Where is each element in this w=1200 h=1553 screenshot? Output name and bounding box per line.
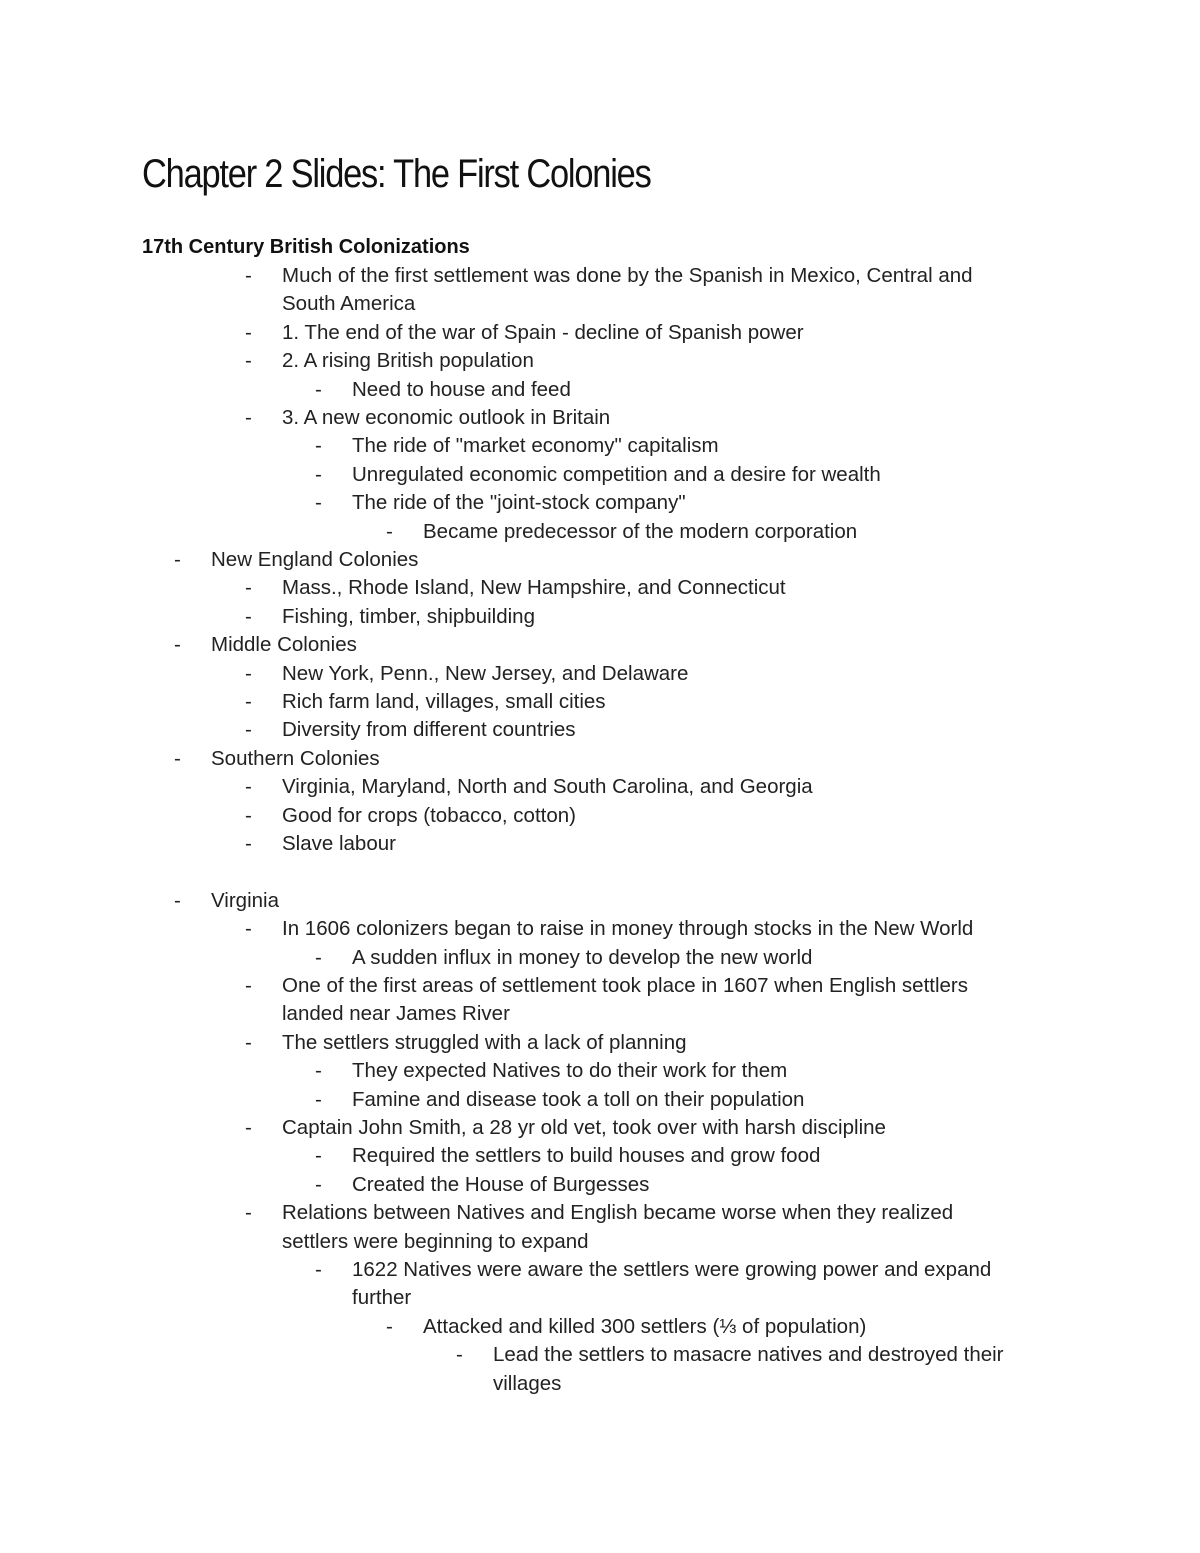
bullet-dash: -: [245, 1116, 252, 1139]
bullet-dash: -: [245, 718, 252, 742]
section-heading: 17th Century British Colonizations: [142, 236, 470, 258]
list-item: 1622 Natives were aware the settlers were growing power and expand: [352, 1258, 992, 1281]
bullet-dash: -: [315, 1144, 322, 1168]
bullet-dash: -: [245, 576, 252, 600]
list-item: Southern Colonies: [211, 746, 380, 770]
list-item: Good for crops (tobacco, cotton): [282, 803, 576, 827]
list-item: The ride of the "joint-stock company": [352, 491, 686, 515]
bullet-dash: -: [245, 917, 252, 941]
bullet-dash: -: [245, 320, 252, 344]
list-item-continuation: villages: [493, 1371, 562, 1395]
list-item: Lead the settlers to masacre natives and destroyed their: [493, 1343, 1004, 1367]
bullet-dash: -: [386, 519, 393, 543]
bullet-dash: -: [245, 349, 252, 373]
bullet-dash: -: [245, 604, 252, 628]
list-item-continuation: further: [352, 1286, 412, 1310]
bullet-dash: -: [174, 548, 181, 571]
list-item: Attacked and killed 300 settlers (⅓ of population): [423, 1314, 867, 1338]
list-item: Created the House of Burgesses: [352, 1172, 650, 1196]
bullet-dash: -: [315, 491, 322, 515]
list-item: Rich farm land, villages, small cities: [282, 690, 606, 713]
list-item: Need to house and feed: [352, 377, 571, 401]
bullet-dash: -: [315, 434, 322, 458]
bullet-dash: -: [245, 1030, 252, 1054]
bullet-dash: -: [315, 1087, 322, 1111]
list-item-continuation: South America: [282, 292, 416, 316]
list-item: Diversity from different countries: [282, 718, 576, 742]
bullet-dash: -: [245, 974, 252, 997]
list-item: Virginia, Maryland, North and South Carolina, and Georgia: [282, 775, 813, 799]
list-item: One of the first areas of settlement took place in 1607 when English settlers: [282, 974, 968, 997]
bullet-dash: -: [174, 888, 181, 912]
list-item: Required the settlers to build houses and grow food: [352, 1144, 821, 1168]
list-item: In 1606 colonizers began to raise in money through stocks in the New World: [282, 917, 974, 941]
list-item: 1. The end of the war of Spain - decline of Spanish power: [282, 320, 804, 344]
list-item: 3. A new economic outlook in Britain: [282, 406, 611, 429]
bullet-dash: -: [174, 633, 181, 657]
list-item: Captain John Smith, a 28 yr old vet, took over with harsh discipline: [282, 1116, 886, 1139]
bullet-dash: -: [174, 746, 181, 770]
list-item: 2. A rising British population: [282, 349, 534, 373]
bullet-dash: -: [315, 462, 322, 486]
bullet-dash: -: [315, 945, 322, 969]
list-item: Famine and disease took a toll on their population: [352, 1087, 805, 1111]
list-item: New York, Penn., New Jersey, and Delaware: [282, 661, 689, 685]
page-title: Chapter 2 Slides: The First Colonies: [142, 152, 651, 196]
list-item: A sudden influx in money to develop the new world: [352, 945, 813, 969]
list-item: Mass., Rhode Island, New Hampshire, and Connecticut: [282, 576, 786, 600]
list-item: Much of the first settlement was done by the Spanish in Mexico, Central and: [282, 264, 973, 287]
bullet-dash: -: [245, 775, 252, 799]
list-item: Slave labour: [282, 832, 396, 855]
bullet-dash: -: [315, 1258, 322, 1281]
list-item-continuation: landed near James River: [282, 1002, 510, 1026]
list-item-continuation: settlers were beginning to expand: [282, 1229, 589, 1253]
bullet-dash: -: [245, 661, 252, 685]
bullet-dash: -: [245, 1201, 252, 1225]
bullet-dash: -: [245, 264, 252, 287]
list-item: Fishing, timber, shipbuilding: [282, 604, 535, 628]
bullet-dash: -: [245, 803, 252, 827]
bullet-dash: -: [386, 1314, 393, 1338]
list-item: Virginia: [211, 888, 279, 912]
list-item: Unregulated economic competition and a desire for wealth: [352, 462, 881, 486]
list-item: The ride of "market economy" capitalism: [352, 434, 719, 458]
list-item: Became predecessor of the modern corporation: [423, 519, 858, 543]
bullet-dash: -: [245, 832, 252, 855]
bullet-dash: -: [456, 1343, 463, 1367]
bullet-dash: -: [245, 406, 252, 429]
list-item: They expected Natives to do their work for them: [352, 1059, 788, 1083]
bullet-dash: -: [245, 690, 252, 713]
list-item: Relations between Natives and English became worse when they realized: [282, 1201, 954, 1225]
bullet-dash: -: [315, 1059, 322, 1083]
list-item: The settlers struggled with a lack of planning: [282, 1030, 687, 1054]
list-item: Middle Colonies: [211, 633, 357, 657]
list-item: New England Colonies: [211, 548, 419, 571]
bullet-dash: -: [315, 1172, 322, 1196]
bullet-dash: -: [315, 377, 322, 401]
